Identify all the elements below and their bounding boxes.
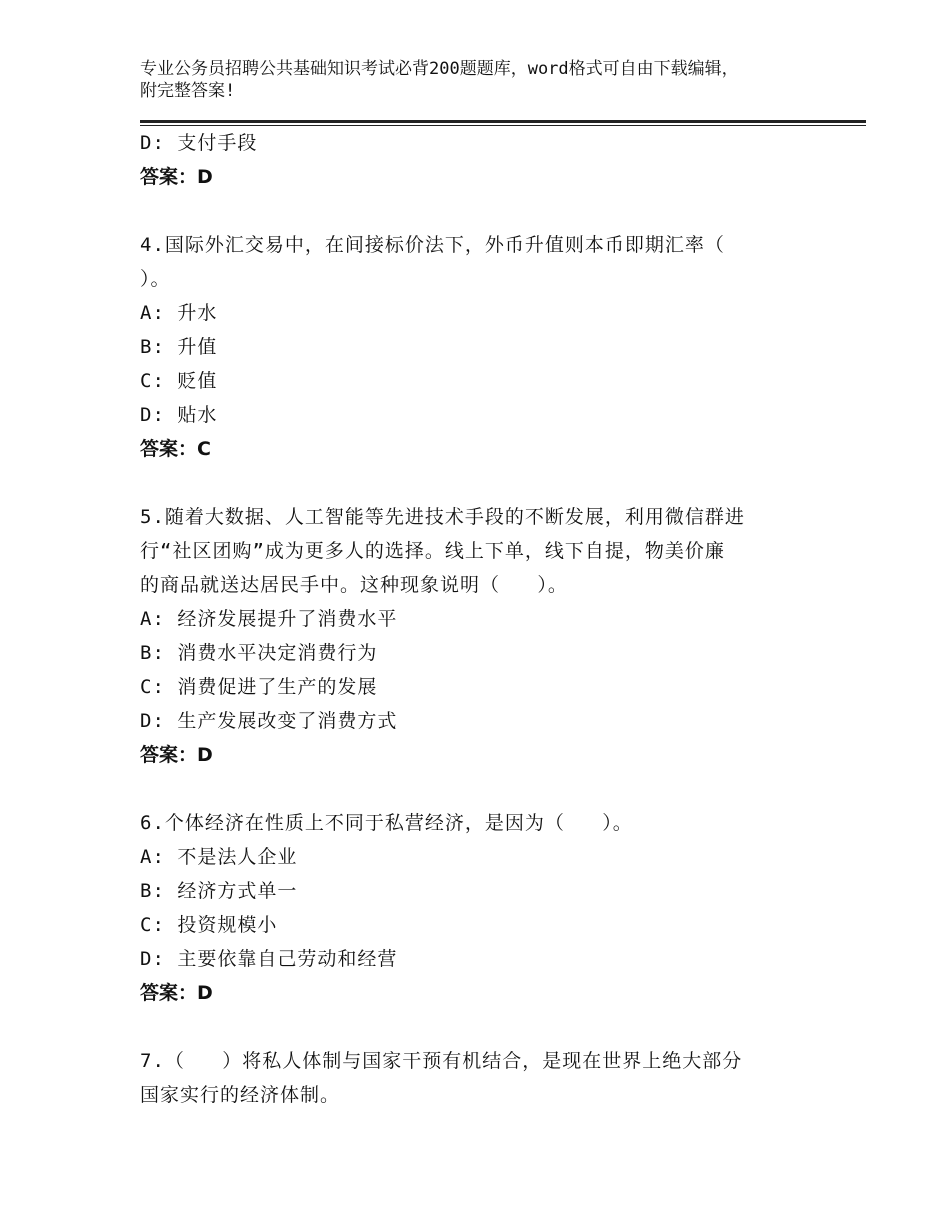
question-4 — [140, 228, 840, 466]
q6-stem-line-1: 6.个体经济在性质上不同于私营经济，是因为（ ）。 — [140, 812, 633, 834]
header-divider-thick — [140, 120, 866, 123]
q5-option-d: D: 生产发展改变了消费方式 — [140, 710, 398, 732]
q5-option-c: C: 消费促进了生产的发展 — [140, 676, 378, 698]
q3-answer: 答案：D — [140, 166, 213, 188]
q5-option-a: A: 经济发展提升了消费水平 — [140, 608, 398, 630]
q3-option-d: D: 支付手段 — [140, 132, 258, 154]
q7-stem-line-1: 7.（ ）将私人体制与国家干预有机结合，是现在世界上绝大部分 — [140, 1050, 743, 1072]
q4-stem-line-1: 4.国际外汇交易中，在间接标价法下，外币升值则本币即期汇率（ — [140, 234, 725, 256]
q4-stem-line-2: ）。 — [140, 268, 171, 290]
question-7 — [140, 1044, 840, 1112]
q4-option-a: A: 升水 — [140, 302, 218, 324]
q5-answer: 答案：D — [140, 744, 213, 766]
q4-answer: 答案：C — [140, 438, 211, 460]
q4-option-c: C: 贬值 — [140, 370, 218, 392]
q6-option-b: B: 经济方式单一 — [140, 880, 298, 902]
spacer — [140, 466, 840, 500]
q5-stem-line-3: 的商品就送达居民手中。这种现象说明（ ）。 — [140, 574, 568, 596]
q4-option-b: B: 升值 — [140, 336, 218, 358]
q4-option-d: D: 贴水 — [140, 404, 218, 426]
q7-stem-line-2: 国家实行的经济体制。 — [140, 1084, 341, 1106]
header-line-1: 专业公务员招聘公共基础知识考试必背200题题库，word格式可自由下载编辑， — [140, 59, 739, 79]
q5-option-b: B: 消费水平决定消费行为 — [140, 642, 378, 664]
question-6 — [140, 806, 840, 1010]
q6-option-c: C: 投资规模小 — [140, 914, 278, 936]
q6-option-d: D: 主要依靠自己劳动和经营 — [140, 948, 398, 970]
spacer — [140, 1010, 840, 1044]
spacer — [140, 194, 840, 228]
question-content — [140, 126, 840, 1112]
q5-stem-line-1: 5.随着大数据、人工智能等先进技术手段的不断发展，利用微信群进 — [140, 506, 745, 528]
header-line-2: 附完整答案! — [140, 81, 236, 101]
page-header — [140, 58, 840, 102]
question-5 — [140, 500, 840, 772]
q5-stem-line-2: 行“社区团购”成为更多人的选择。线上下单，线下自提，物美价廉 — [140, 540, 725, 562]
question-3-tail — [140, 126, 840, 194]
q6-answer: 答案：D — [140, 982, 213, 1004]
q6-option-a: A: 不是法人企业 — [140, 846, 298, 868]
spacer — [140, 772, 840, 806]
